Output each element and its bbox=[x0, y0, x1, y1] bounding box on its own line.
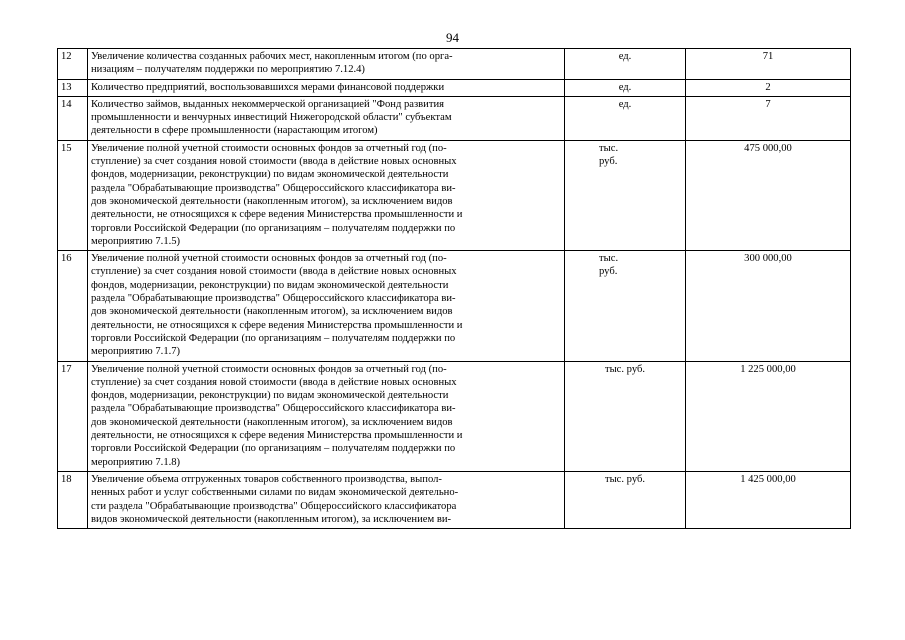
indicator-name-line: мероприятию 7.1.8) bbox=[91, 456, 181, 468]
indicator-name-line: фондов, модернизации, реконструкции) по видам экономической деятельности bbox=[91, 279, 449, 291]
table-row bbox=[58, 471, 851, 528]
indicator-name bbox=[88, 96, 565, 140]
unit-of-measure bbox=[565, 361, 686, 471]
unit-line: тыс. руб. bbox=[604, 363, 646, 375]
indicator-name-line: фондов, модернизации, реконструкции) по видам экономической деятельности bbox=[91, 169, 449, 181]
table-row bbox=[58, 361, 851, 471]
indicator-name-line: ступление) за счет создания новой стоимости (ввода в действие новых основных bbox=[91, 266, 457, 278]
indicator-name-line: раздела "Обрабатывающие производства" Общероссийского классификатора ви- bbox=[91, 403, 456, 415]
indicator-name-line: Увеличение количества созданных рабочих мест, накопленным итогом (по орга- bbox=[91, 51, 453, 62]
indicators-table-body bbox=[58, 49, 851, 529]
indicator-value: 1 425 000,00 bbox=[686, 471, 851, 528]
row-number: 17 bbox=[58, 361, 88, 471]
indicator-name-line: мероприятию 7.1.5) bbox=[91, 235, 181, 247]
indicator-name-line: деятельности в сфере промышленности (нарастающим итогом) bbox=[91, 125, 378, 137]
indicator-name-line: торговли Российской Федерации (по организациям – получателям поддержки по bbox=[91, 443, 456, 455]
unit-line: ед. bbox=[618, 98, 632, 110]
row-number: 13 bbox=[58, 79, 88, 96]
indicator-value: 475 000,00 bbox=[686, 140, 851, 250]
indicator-name-line: Увеличение объема отгруженных товаров собственного производства, выпол- bbox=[91, 473, 442, 485]
indicator-name-line: раздела "Обрабатывающие производства" Общероссийского классификатора ви- bbox=[91, 293, 456, 305]
indicator-name-line: Увеличение полной учетной стоимости основных фондов за отчетный год (по- bbox=[91, 363, 447, 375]
row-number: 15 bbox=[58, 140, 88, 250]
indicator-name-line: деятельности, не относящихся к сфере ведения Министерства промышленности и bbox=[91, 319, 463, 331]
indicator-value: 71 bbox=[686, 49, 851, 80]
unit-of-measure bbox=[565, 49, 686, 80]
unit-line: ед. bbox=[618, 51, 632, 62]
indicator-name-line: дов экономической деятельности (накопленным итогом), за исключением видов bbox=[91, 416, 453, 428]
row-number: 12 bbox=[58, 49, 88, 80]
indicator-name-line: торговли Российской Федерации (по организациям – получателям поддержки по bbox=[91, 222, 456, 234]
indicator-name bbox=[88, 251, 565, 361]
indicator-name bbox=[88, 140, 565, 250]
unit-line: ед. bbox=[618, 81, 632, 93]
indicators-table bbox=[57, 48, 851, 529]
indicator-name bbox=[88, 471, 565, 528]
indicator-name-line: фондов, модернизации, реконструкции) по видам экономической деятельности bbox=[91, 390, 449, 402]
row-number: 16 bbox=[58, 251, 88, 361]
indicator-name-line: сти раздела "Обрабатывающие производства" Общероссийского классификатора bbox=[91, 500, 457, 512]
indicator-name-line: ступление) за счет создания новой стоимости (ввода в действие новых основных bbox=[91, 156, 457, 168]
indicator-name bbox=[88, 361, 565, 471]
indicator-name-line: дов экономической деятельности (накопленным итогом), за исключением видов bbox=[91, 306, 453, 318]
unit-line: тыс. bbox=[599, 142, 619, 154]
indicator-name-line: видов экономической деятельности (накопленным итогом), за исключением ви- bbox=[91, 513, 452, 525]
unit-line: тыс. bbox=[599, 253, 619, 265]
unit-of-measure bbox=[565, 251, 686, 361]
indicator-name bbox=[88, 49, 565, 80]
indicator-name-line: деятельности, не относящихся к сфере ведения Министерства промышленности и bbox=[91, 209, 463, 221]
indicator-name-line: дов экономической деятельности (накопленным итогом), за исключением видов bbox=[91, 195, 453, 207]
unit-line: руб. bbox=[599, 266, 618, 278]
indicator-name-line: деятельности, не относящихся к сфере ведения Министерства промышленности и bbox=[91, 430, 463, 442]
indicator-name bbox=[88, 79, 565, 96]
unit-of-measure bbox=[565, 471, 686, 528]
table-row bbox=[58, 140, 851, 250]
indicator-name-line: раздела "Обрабатывающие производства" Общероссийского классификатора ви- bbox=[91, 182, 456, 194]
indicator-value: 7 bbox=[686, 96, 851, 140]
row-number: 18 bbox=[58, 471, 88, 528]
indicator-name-line: ступление) за счет создания новой стоимости (ввода в действие новых основных bbox=[91, 376, 457, 388]
indicator-name-line: Количество займов, выданных некоммерческой организацией "Фонд развития bbox=[91, 98, 445, 110]
indicator-name-line: Количество предприятий, воспользовавшихся мерами финансовой поддержки bbox=[91, 81, 445, 93]
indicator-name-line: Увеличение полной учетной стоимости основных фондов за отчетный год (по- bbox=[91, 142, 447, 154]
indicator-value: 300 000,00 bbox=[686, 251, 851, 361]
indicator-name-line: ненных работ и услуг собственными силами по видам экономической деятельно- bbox=[91, 487, 459, 499]
indicator-name-line: Увеличение полной учетной стоимости основных фондов за отчетный год (по- bbox=[91, 253, 447, 265]
unit-of-measure bbox=[565, 140, 686, 250]
indicator-value: 2 bbox=[686, 79, 851, 96]
unit-line: руб. bbox=[599, 156, 618, 168]
table-row bbox=[58, 79, 851, 96]
indicator-name-line: промышленности и венчурных инвестиций Нижегородской области" субъектам bbox=[91, 112, 452, 124]
indicator-name-line: торговли Российской Федерации (по организациям – получателям поддержки по bbox=[91, 332, 456, 344]
table-row bbox=[58, 96, 851, 140]
unit-of-measure bbox=[565, 96, 686, 140]
page-number: 94 bbox=[446, 30, 459, 45]
table-row bbox=[58, 251, 851, 361]
unit-of-measure bbox=[565, 79, 686, 96]
indicator-name-line: низациям – получателям поддержки по мероприятию 7.12.4) bbox=[91, 64, 365, 76]
indicator-value: 1 225 000,00 bbox=[686, 361, 851, 471]
unit-line: тыс. руб. bbox=[604, 473, 646, 485]
indicator-name-line: мероприятию 7.1.7) bbox=[91, 346, 181, 358]
table-row bbox=[58, 49, 851, 80]
row-number: 14 bbox=[58, 96, 88, 140]
